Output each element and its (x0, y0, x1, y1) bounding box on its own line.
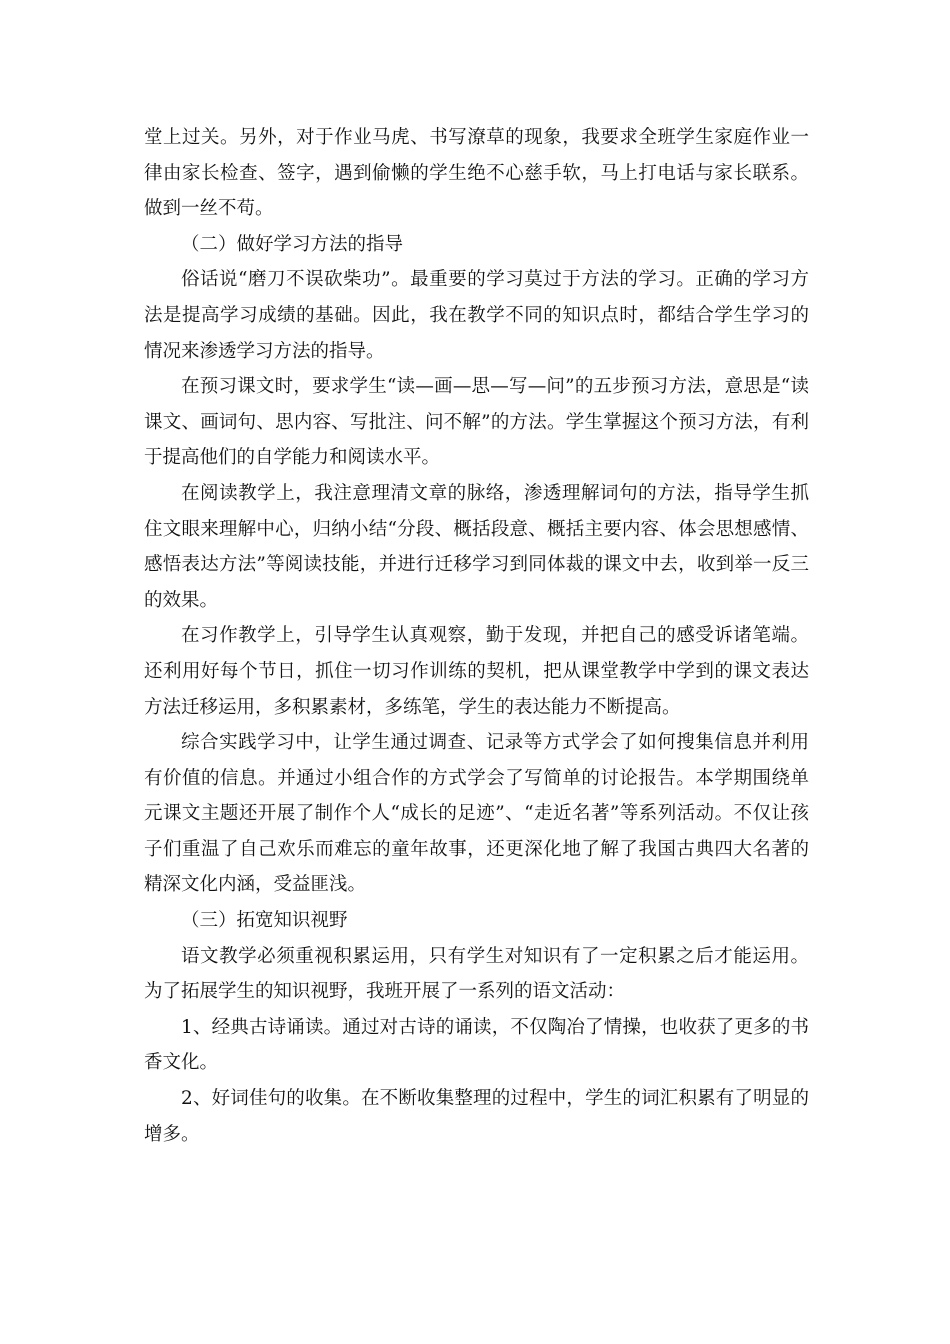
list-item: 1、经典古诗诵读。通过对古诗的诵读，不仅陶冶了情操，也收获了更多的书香文化。 (144, 1016, 809, 1074)
paragraph-continued: 堂上过关。另外，对于作业马虎、书写潦草的现象，我要求全班学生家庭作业一律由家长检查、签字，遇到偷懒的学生绝不心慈手软，马上打电话与家长联系。做到一丝不苟。 (144, 127, 809, 220)
section-heading-2: （二）做好学习方法的指导 (181, 233, 404, 255)
paragraph: 俗话说“磨刀不误砍柴功”。最重要的学习莫过于方法的学习。正确的学习方法是提高学习成绩的基础。因此，我在教学不同的知识点时，都结合学生学习的情况来渗透学习方法的指导。 (144, 269, 809, 362)
paragraph: 语文教学必须重视积累运用，只有学生对知识有了一定积累之后才能运用。为了拓展学生的知识视野，我班开展了一系列的语文活动： (144, 945, 809, 1003)
list-item: 2、好词佳句的收集。在不断收集整理的过程中，学生的词汇积累有了明显的增多。 (144, 1088, 809, 1145)
paragraph: 在预习课文时，要求学生“读—画—思—写—问”的五步预习方法，意思是“读课文、画词句、思内容、写批注、问不解”的方法。学生掌握这个预习方法，有利于提高他们的自学能力和阅读水平。 (144, 376, 809, 469)
paragraph: 综合实践学习中，让学生通过调查、记录等方式学会了如何搜集信息并利用有价值的信息。并通过小组合作的方式学会了写简单的讨论报告。本学期围绕单元课文主题还开展了制作个人“成长的足迹”、“走近名著”等系列活动。不仅让孩子们重温了自己欢乐而难忘的童年故事，还更深化地了解了我国古典四大名著的精深文化内涵，受益匪浅。 (144, 732, 809, 896)
paragraph: 在阅读教学上，我注意理清文章的脉络，渗透理解词句的方法，指导学生抓住文眼来理解中心，归纳小结“分段、概括段意、概括主要内容、体会思想感情、感悟表达方法”等阅读技能，并进行迁移学习到同体裁的课文中去，收到举一反三的效果。 (144, 482, 809, 611)
paragraph: 在习作教学上，引导学生认真观察，勤于发现，并把自己的感受诉诸笔端。还利用好每个节日，抓住一切习作训练的契机，把从课堂教学中学到的课文表达方法迁移运用，多积累素材，多练笔，学生的表达能力不断提高。 (144, 625, 809, 718)
section-heading-3: （三）拓宽知识视野 (181, 910, 348, 932)
document-page (144, 120, 809, 1152)
